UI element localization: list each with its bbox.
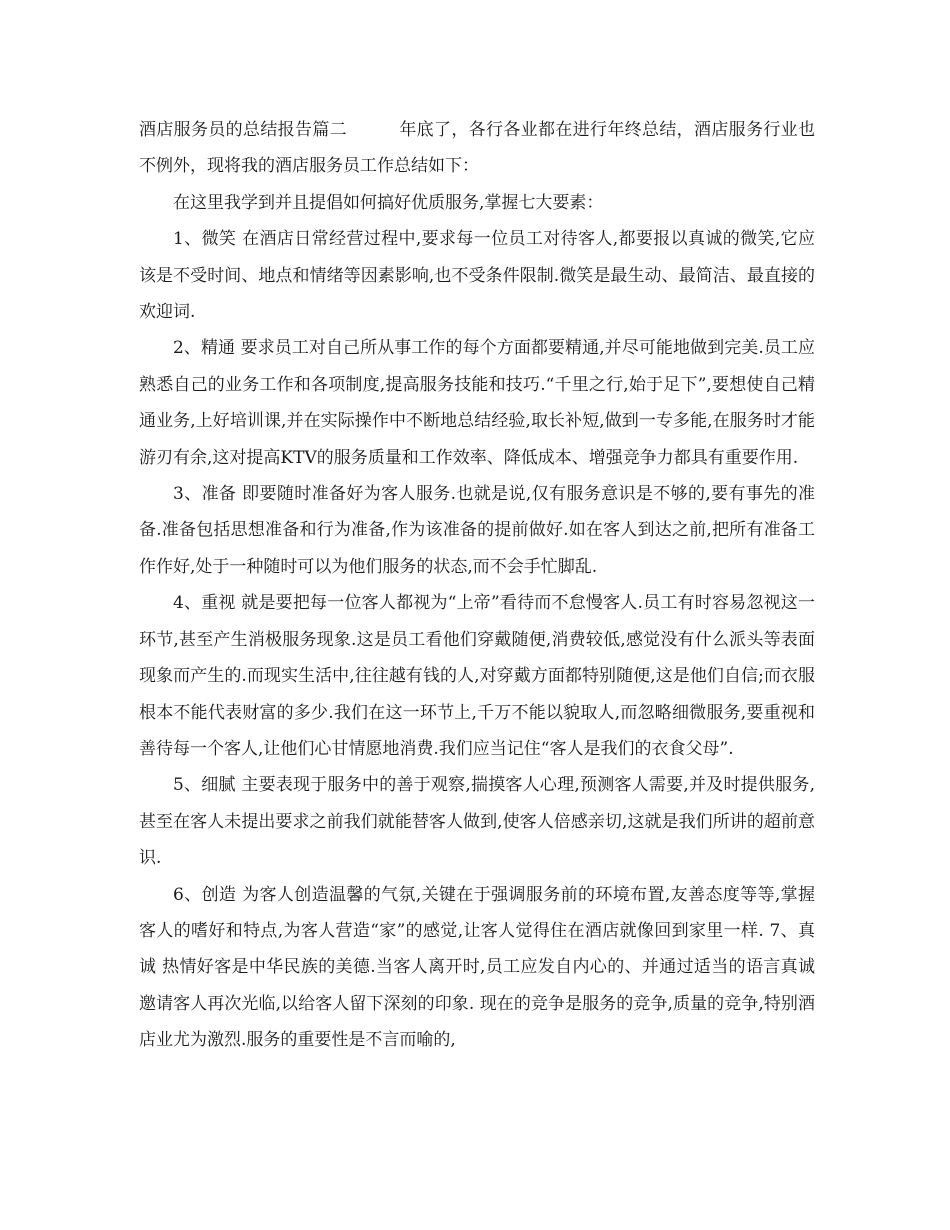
- document-intro: 年底了，各行各业都在进行年终总结，酒店服务行业也不例外，现将我的酒店服务员工作总结如下：: [139, 120, 815, 177]
- paragraph-attention: 4、重视 就是要把每一位客人都视为“上帝”看待而不怠慢客人.员工有时容易忽视这一环节,甚至产生消极服务现象.这是员工看他们穿戴随便,消费较低,感觉没有什么派头等表面现象而产生的.而现实生活中,往往越有钱的人,对穿戴方面都特别随便,这是他们自信;而衣服根本不能代表财富的多少.我们在这一环节上,千万不能以貌取人,而忽略细微服务,要重视和善待每一个客人,让他们心甘情愿地消费.我们应当记住“客人是我们的衣食父母”.: [139, 593, 815, 759]
- paragraph-proficiency: 2、精通 要求员工对自己所从事工作的每个方面都要精通,并尽可能地做到完美.员工应熟悉自己的业务工作和各项制度,提高服务技能和技巧.“千里之行,始于足下”,要想使自己精通业务,上好培训课,并在实际操作中不断地总结经验,取长补短,做到一专多能,在服务时才能游刃有余,这对提高KTV的服务质量和工作效率、降低成本、增强竞争力都具有重要作用.: [139, 338, 815, 468]
- paragraph-preparation: 3、准备 即要随时准备好为客人服务.也就是说,仅有服务意识是不够的,要有事先的准备.准备包括思想准备和行为准备,作为该准备的提前做好.如在客人到达之前,把所有准备工作作好,处于一种随时可以为他们服务的状态,而不会手忙脚乱.: [139, 484, 815, 577]
- lead-paragraph: 在这里我学到并且提倡如何搞好优质服务,掌握七大要素：: [173, 192, 604, 213]
- opening-paragraph: [139, 112, 815, 185]
- paragraph-creativity-sincerity: 6、创造 为客人创造温馨的气氛,关键在于强调服务前的环境布置,友善态度等等,掌握客人的嗜好和特点,为客人营造“家”的感觉,让客人觉得住在酒店就像回到家里一样. 7、真诚 热情好客是中华民族的美德.当客人离开时,员工应发自内心的、并通过适当的语言真诚邀请客人再次光临,以给客人留下深刻的印象. 现在的竞争是服务的竞争,质量的竞争,特别酒店业尤为激烈.服务的重要性是不言而喻的,: [139, 884, 815, 1051]
- document-title: 酒店服务员的总结报告篇二: [139, 120, 347, 140]
- document-body: [139, 112, 815, 1059]
- paragraph-meticulous: 5、细腻 主要表现于服务中的善于观察,揣摸客人心理,预测客人需要,并及时提供服务,甚至在客人未提出要求之前我们就能替客人做到,使客人倍感亲切,这就是我们所讲的超前意识.: [139, 775, 815, 869]
- paragraph-smile: 1、微笑 在酒店日常经营过程中,要求每一位员工对待客人,都要报以真诚的微笑,它应该是不受时间、地点和情绪等因素影响,也不受条件限制.微笑是最生动、最简洁、最直接的欢迎词.: [139, 229, 815, 323]
